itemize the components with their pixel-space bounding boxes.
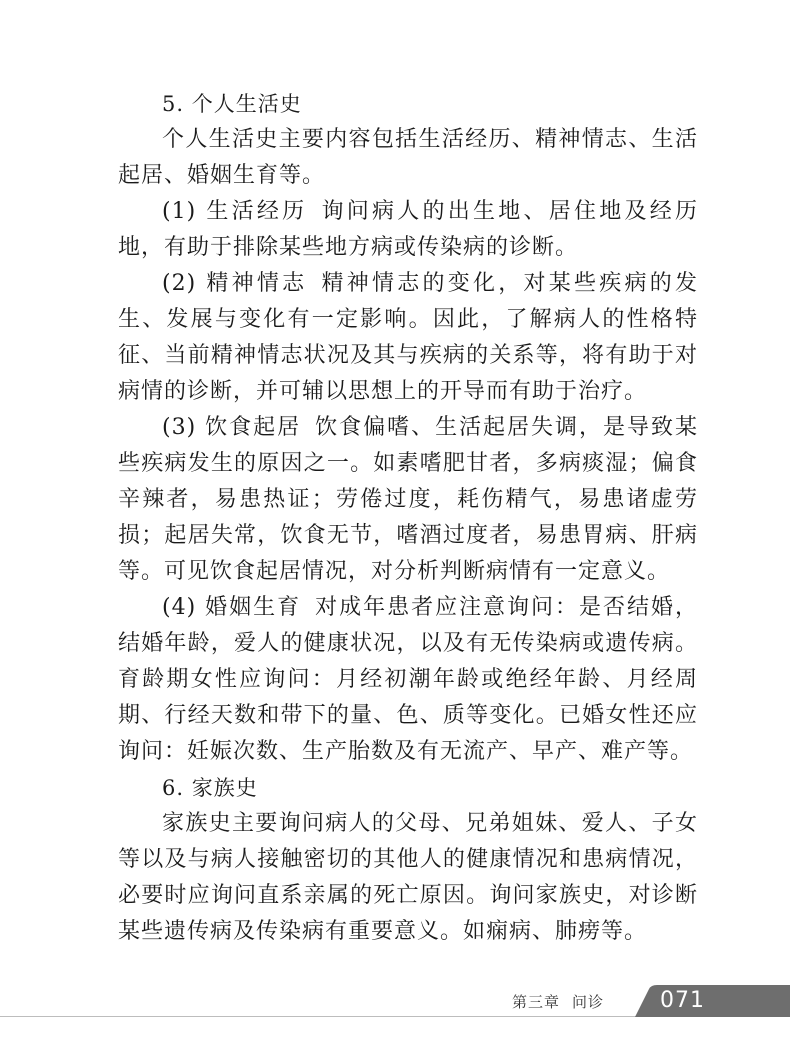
paragraph-diet-lifestyle xyxy=(118,410,698,590)
item-text-mental-state: 精神情志的变化，对某些疾病的发生、发展与变化有一定影响。因此，了解病人的性格特征、当前精神情志状况及其与疾病的关系等，将有助于对病情的诊断，并可辅以思想上的开导而有助于治疗。 xyxy=(118,271,698,404)
footer-chapter-number: 第三章 xyxy=(512,993,561,1011)
section-heading-family-history: 6. 家族史 xyxy=(162,776,258,800)
page-body xyxy=(118,86,698,950)
paragraph-life-experience xyxy=(118,194,698,266)
page-number-tab-shape xyxy=(635,985,790,1017)
page-number-tab xyxy=(635,985,790,1017)
item-text-diet-lifestyle: 饮食偏嗜、生活起居失调，是导致某些疾病发生的原因之一。如素嗜肥甘者，多病痰湿；偏食辛辣者，易患热证；劳倦过度，耗伤精气，易患诸虚劳损；起居失常，饮食无节，嗜酒过度者，易患胃病、肝病等。可见饮食起居情况，对分析判断病情有一定意义。 xyxy=(118,415,698,584)
footer-chapter-title: 问诊 xyxy=(572,993,605,1011)
item-title-life-experience: (1) 生活经历 xyxy=(162,199,308,224)
item-title-mental-state: (2) 精神情志 xyxy=(162,271,308,296)
item-text-life-experience: 询问病人的出生地、居住地及经历地，有助于排除某些地方病或传染病的诊断。 xyxy=(118,199,698,260)
paragraph-personal-history-intro: 个人生活史主要内容包括生活经历、精神情志、生活起居、婚姻生育等。 xyxy=(118,127,698,188)
paragraph-mental-state xyxy=(118,266,698,410)
item-text-marriage-childbearing: 对成年患者应注意询问：是否结婚，结婚年龄，爱人的健康状况，以及有无传染病或遗传病。育龄期女性应询问：月经初潮年龄或绝经年龄、月经周期、行经天数和带下的量、色、质等变化。已婚女性还应询问：妊娠次数、生产胎数及有无流产、早产、难产等。 xyxy=(118,595,698,764)
page-number: 071 xyxy=(660,988,705,1013)
footer-chapter-label xyxy=(512,991,616,1012)
paragraph-marriage-childbearing xyxy=(118,590,698,770)
section-heading-personal-history: 5. 个人生活史 xyxy=(162,92,302,116)
item-title-diet-lifestyle: (3) 饮食起居 xyxy=(162,415,302,440)
paragraph-family-history-intro: 家族史主要询问病人的父母、兄弟姐妹、爱人、子女等以及与病人接触密切的其他人的健康情况和患病情况，必要时应询问直系亲属的死亡原因。询问家族史，对诊断某些遗传病及传染病有重要意义。如痫病、肺痨等。 xyxy=(118,811,698,944)
item-title-marriage-childbearing: (4) 婚姻生育 xyxy=(162,595,302,620)
